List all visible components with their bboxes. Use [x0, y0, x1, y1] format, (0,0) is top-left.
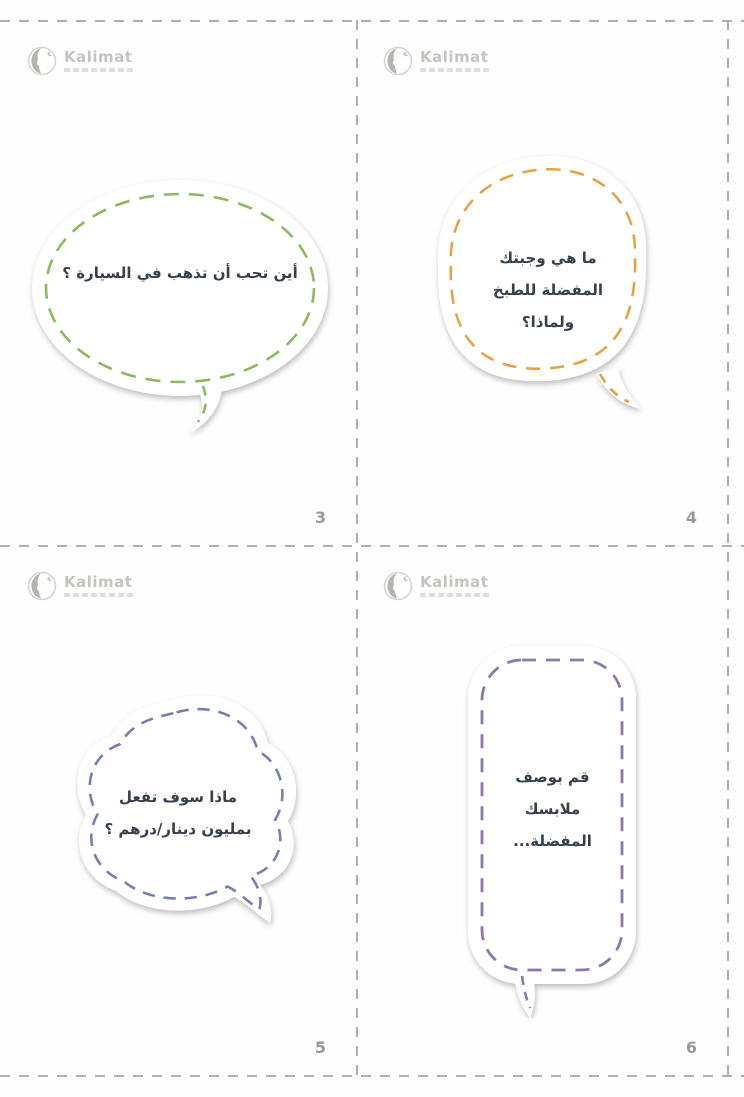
cut-line-bottom: [0, 1075, 744, 1077]
speech-bubble-oval: [20, 170, 340, 440]
question-line: ملابسك: [524, 800, 581, 818]
question-text: [428, 242, 668, 338]
question-line: المفضلة...: [513, 832, 592, 850]
logo-tagline: [420, 593, 492, 597]
logo-brand-name: Kalimat: [420, 573, 489, 591]
card-number: 4: [685, 508, 697, 527]
kalimat-logo: [382, 570, 492, 602]
question-line: أين تحب أن تذهب في السيارة ؟: [62, 264, 298, 282]
face-profile-icon: [382, 570, 414, 602]
question-line: ماذا سوف تفعل: [118, 788, 238, 806]
logo-brand-name: Kalimat: [64, 48, 133, 66]
question-line: ما هي وجبتك: [499, 249, 597, 267]
kalimat-logo: [26, 45, 136, 77]
logo-brand-name: Kalimat: [420, 48, 489, 66]
question-text: [460, 761, 645, 857]
logo-tagline: [420, 68, 492, 72]
question-card-5: [0, 545, 356, 1075]
question-card-6: [356, 545, 727, 1075]
question-text: [20, 257, 340, 289]
kalimat-logo: [26, 570, 136, 602]
cut-line-right-vertical: [727, 20, 729, 1076]
question-line: المفضلة للطبخ: [492, 281, 604, 299]
question-line: قم بوصف: [515, 768, 590, 786]
face-profile-icon: [26, 570, 58, 602]
face-profile-icon: [382, 45, 414, 77]
logo-tagline: [64, 68, 136, 72]
question-card-4: [356, 20, 727, 545]
card-number: 3: [314, 508, 326, 527]
logo-brand-name: Kalimat: [64, 573, 133, 591]
face-profile-icon: [26, 45, 58, 77]
card-number: 6: [685, 1038, 697, 1057]
question-line: بمليون دينار/درهم ؟: [104, 820, 252, 838]
kalimat-logo: [382, 45, 492, 77]
card-number: 5: [314, 1038, 326, 1057]
question-text: [48, 781, 308, 845]
logo-tagline: [64, 593, 136, 597]
question-line: ولماذا؟: [521, 313, 575, 331]
question-card-3: [0, 20, 356, 545]
